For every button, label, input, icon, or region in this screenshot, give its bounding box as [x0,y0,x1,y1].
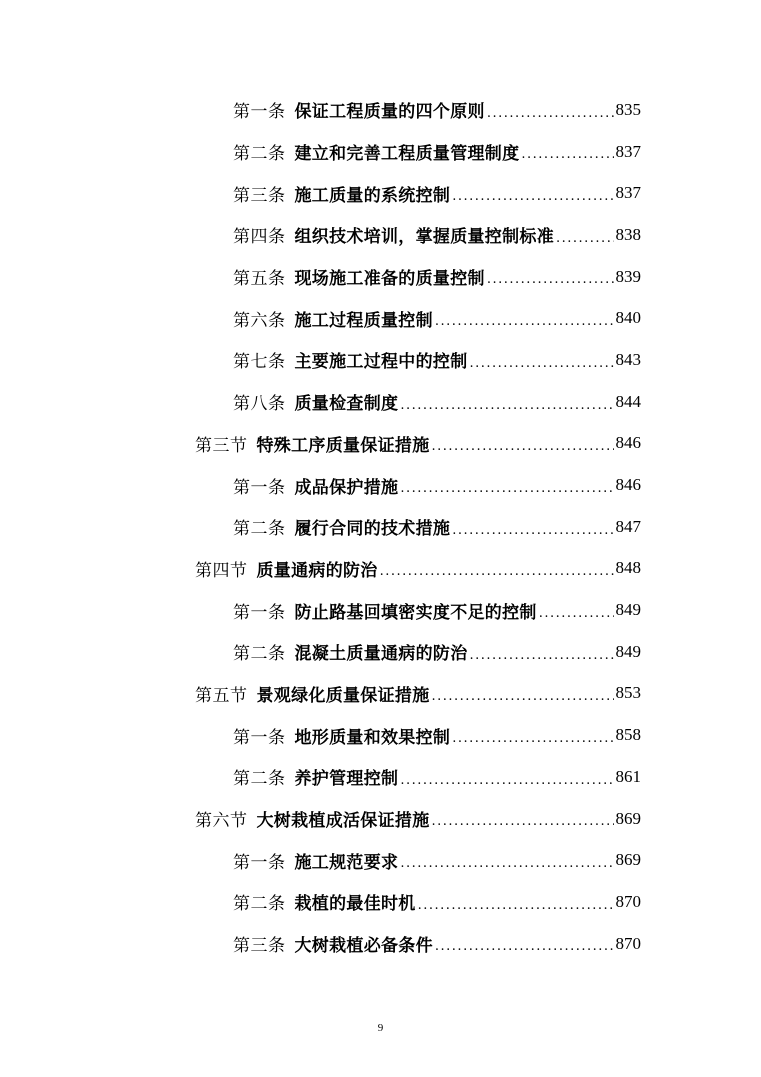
toc-entry-label: 第七条 [233,352,286,373]
dot-leader [556,231,614,256]
toc-section-label: 第三节 [195,435,248,456]
toc-section-page: 846 [615,433,641,453]
toc-entry-label: 第二条 [233,144,286,165]
toc-entry-label: 第一条 [233,602,286,623]
toc-entry-label: 第四条 [233,227,286,248]
toc-entry-title: 质量检查制度 [294,394,399,415]
toc-entry[interactable] [0,131,641,173]
dot-leader [400,856,613,881]
dot-leader [380,564,614,589]
dot-leader [539,606,614,631]
dot-leader [470,356,614,381]
toc-section-title: 特殊工序质量保证措施 [256,435,430,456]
toc-entry[interactable] [0,256,641,298]
dot-leader [487,272,614,297]
toc-entry-page: 849 [615,641,641,661]
toc-entry[interactable] [0,714,641,756]
toc-entry-title: 组织技术培训，掌握质量控制标准 [294,227,554,248]
toc-entry-title: 施工质量的系统控制 [294,185,451,206]
toc-section-title: 大树栽植成活保证措施 [256,811,430,832]
toc-entry-label: 第三条 [233,185,286,206]
toc-section[interactable] [0,798,641,840]
toc-entry[interactable] [0,464,641,506]
toc-entry-title: 施工规范要求 [294,852,399,873]
toc-section-title: 景观绿化质量保证措施 [256,685,430,706]
toc-entry-title: 履行合同的技术措施 [294,519,451,540]
dot-leader [452,189,613,214]
toc-entry-title: 施工过程质量控制 [294,310,433,331]
toc-entry-page: 870 [615,891,641,911]
toc-section-page: 853 [615,683,641,703]
toc-entry-title: 保证工程质量的四个原则 [294,102,485,123]
dot-leader [432,689,614,714]
toc-entry-label: 第一条 [233,852,286,873]
toc-entry-title: 建立和完善工程质量管理制度 [294,144,520,165]
toc-section-label: 第五节 [195,685,248,706]
toc-entry[interactable] [0,589,641,631]
dot-leader [452,731,613,756]
toc-entry[interactable] [0,89,641,131]
toc-entry-page: 870 [615,933,641,953]
toc-entry-label: 第二条 [233,519,286,540]
toc-entry-page: 840 [615,308,641,328]
page-number: 9 [377,1022,384,1034]
toc-section-title: 质量通病的防治 [256,560,378,581]
toc-section[interactable] [0,548,641,590]
dot-leader [400,773,613,798]
dot-leader [521,147,613,172]
toc-entry-label: 第二条 [233,769,286,790]
toc-section-label: 第四节 [195,560,248,581]
dot-leader [435,314,614,339]
toc-entry[interactable] [0,297,641,339]
dot-leader [400,398,613,423]
dot-leader [432,814,614,839]
toc-entry-label: 第一条 [233,102,286,123]
toc-entry-page: 847 [615,516,641,536]
toc-entry-title: 混凝土质量通病的防治 [294,644,468,665]
table-of-contents [0,89,761,964]
toc-entry[interactable] [0,881,641,923]
toc-entry[interactable] [0,172,641,214]
toc-entry-label: 第八条 [233,394,286,415]
toc-entry-title: 现场施工准备的质量控制 [294,269,485,290]
toc-entry-title: 养护管理控制 [294,769,399,790]
toc-entry-page: 849 [615,600,641,620]
toc-entry-label: 第五条 [233,269,286,290]
toc-entry-title: 地形质量和效果控制 [294,727,451,748]
toc-entry-page: 861 [615,766,641,786]
toc-section[interactable] [0,423,641,465]
toc-entry-label: 第二条 [233,894,286,915]
toc-entry[interactable] [0,506,641,548]
dot-leader [418,898,614,923]
toc-entry[interactable] [0,339,641,381]
toc-entry-label: 第三条 [233,936,286,957]
toc-entry-page: 858 [615,725,641,745]
toc-entry[interactable] [0,839,641,881]
toc-section-page: 869 [615,808,641,828]
toc-entry-label: 第六条 [233,310,286,331]
toc-entry-page: 837 [615,141,641,161]
dot-leader [400,481,613,506]
toc-entry-label: 第二条 [233,644,286,665]
toc-section-label: 第六节 [195,811,248,832]
toc-entry-page: 844 [615,391,641,411]
toc-entry-page: 846 [615,475,641,495]
toc-entry-page: 843 [615,349,641,369]
toc-entry-title: 栽植的最佳时机 [294,894,416,915]
toc-entry[interactable] [0,214,641,256]
toc-entry-title: 大树栽植必备条件 [294,936,433,957]
toc-entry-page: 838 [615,224,641,244]
toc-entry-title: 主要施工过程中的控制 [294,352,468,373]
toc-entry-page: 837 [615,183,641,203]
toc-entry[interactable] [0,923,641,965]
toc-section[interactable] [0,673,641,715]
toc-entry-title: 成品保护措施 [294,477,399,498]
toc-entry-label: 第一条 [233,477,286,498]
toc-entry-label: 第一条 [233,727,286,748]
toc-entry-page: 835 [615,99,641,119]
dot-leader [487,106,614,131]
toc-entry[interactable] [0,381,641,423]
toc-entry-title: 防止路基回填密实度不足的控制 [294,602,537,623]
toc-entry-page: 869 [615,850,641,870]
dot-leader [435,939,614,964]
toc-section-page: 848 [615,558,641,578]
toc-entry[interactable] [0,631,641,673]
dot-leader [470,648,614,673]
dot-leader [452,523,613,548]
toc-entry-page: 839 [615,266,641,286]
toc-entry[interactable] [0,756,641,798]
dot-leader [432,439,614,464]
